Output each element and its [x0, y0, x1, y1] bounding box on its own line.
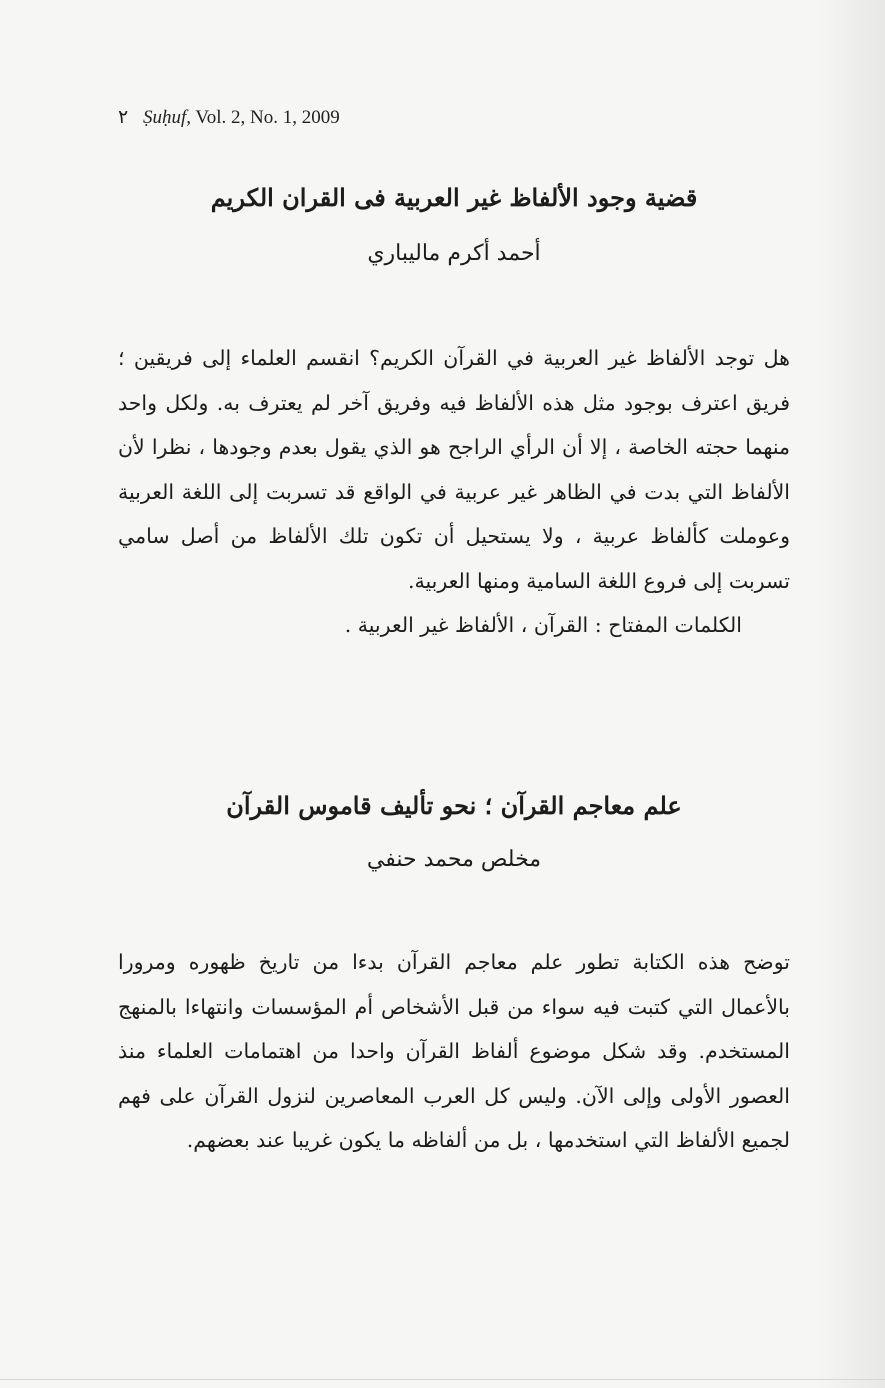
article-title: علم معاجم القرآن ؛ نحو تأليف قاموس القرآن — [226, 791, 682, 820]
article-2 — [118, 786, 790, 1183]
page-bottom-edge — [0, 1379, 885, 1380]
article-author: أحمد أكرم ماليباري — [367, 241, 541, 266]
article-keywords: الكلمات المفتاح : القرآن ، الألفاظ غير العربية . — [344, 613, 742, 637]
journal-name: Ṣuḥuf, — [142, 107, 191, 128]
page-number: ٢ — [118, 107, 129, 128]
article-title: قضية وجود الألفاظ غير العربية فى القران الكريم — [210, 183, 698, 212]
scan-edge-shadow — [815, 0, 885, 1388]
volume-issue: Vol. 2, No. 1, 2009 — [195, 107, 340, 128]
article-author: مخلص محمد حنفي — [366, 847, 542, 872]
article-abstract: هل توجد الألفاظ غير العربية في القرآن الكريم؟ انقسم العلماء إلى فريقين ؛ فريق اعترف بوجود مثل هذه الألفاظ فيه وفريق آخر لم يعترف به. ولكل واحد منهما حجته الخاصة ، إلا أن الرأي الراجح هو الذي يقول بعدم وجودها ، نظرا لأن الألفاظ التي بدت في الظاهر غير عربية في الواقع قد تسربت إلى اللغة العربية وعوملت كألفاظ عربية ، ولا يستحيل أن تكون تلك الألفاظ من أصل سامي تسربت إلى فروع اللغة السامية ومنها العربية. — [118, 346, 790, 593]
running-head — [118, 106, 340, 129]
article-1 — [118, 178, 790, 648]
article-abstract: توضح هذه الكتابة تطور علم معاجم القرآن بدءا من تاريخ ظهوره ومرورا بالأعمال التي كتبت فيه سواء من قبل الأشخاص أم المؤسسات وانتهاءا بالمنهج المستخدم. وقد شكل موضوع ألفاظ القرآن واحدا من اهتمامات العلماء منذ العصور الأولى وإلى الآن. وليس كل العرب المعاصرين لنزول القرآن على فهم لجميع الألفاظ التي استخدمها ، بل من ألفاظه ما يكون غريبا عند بعضهم. — [118, 950, 790, 1152]
